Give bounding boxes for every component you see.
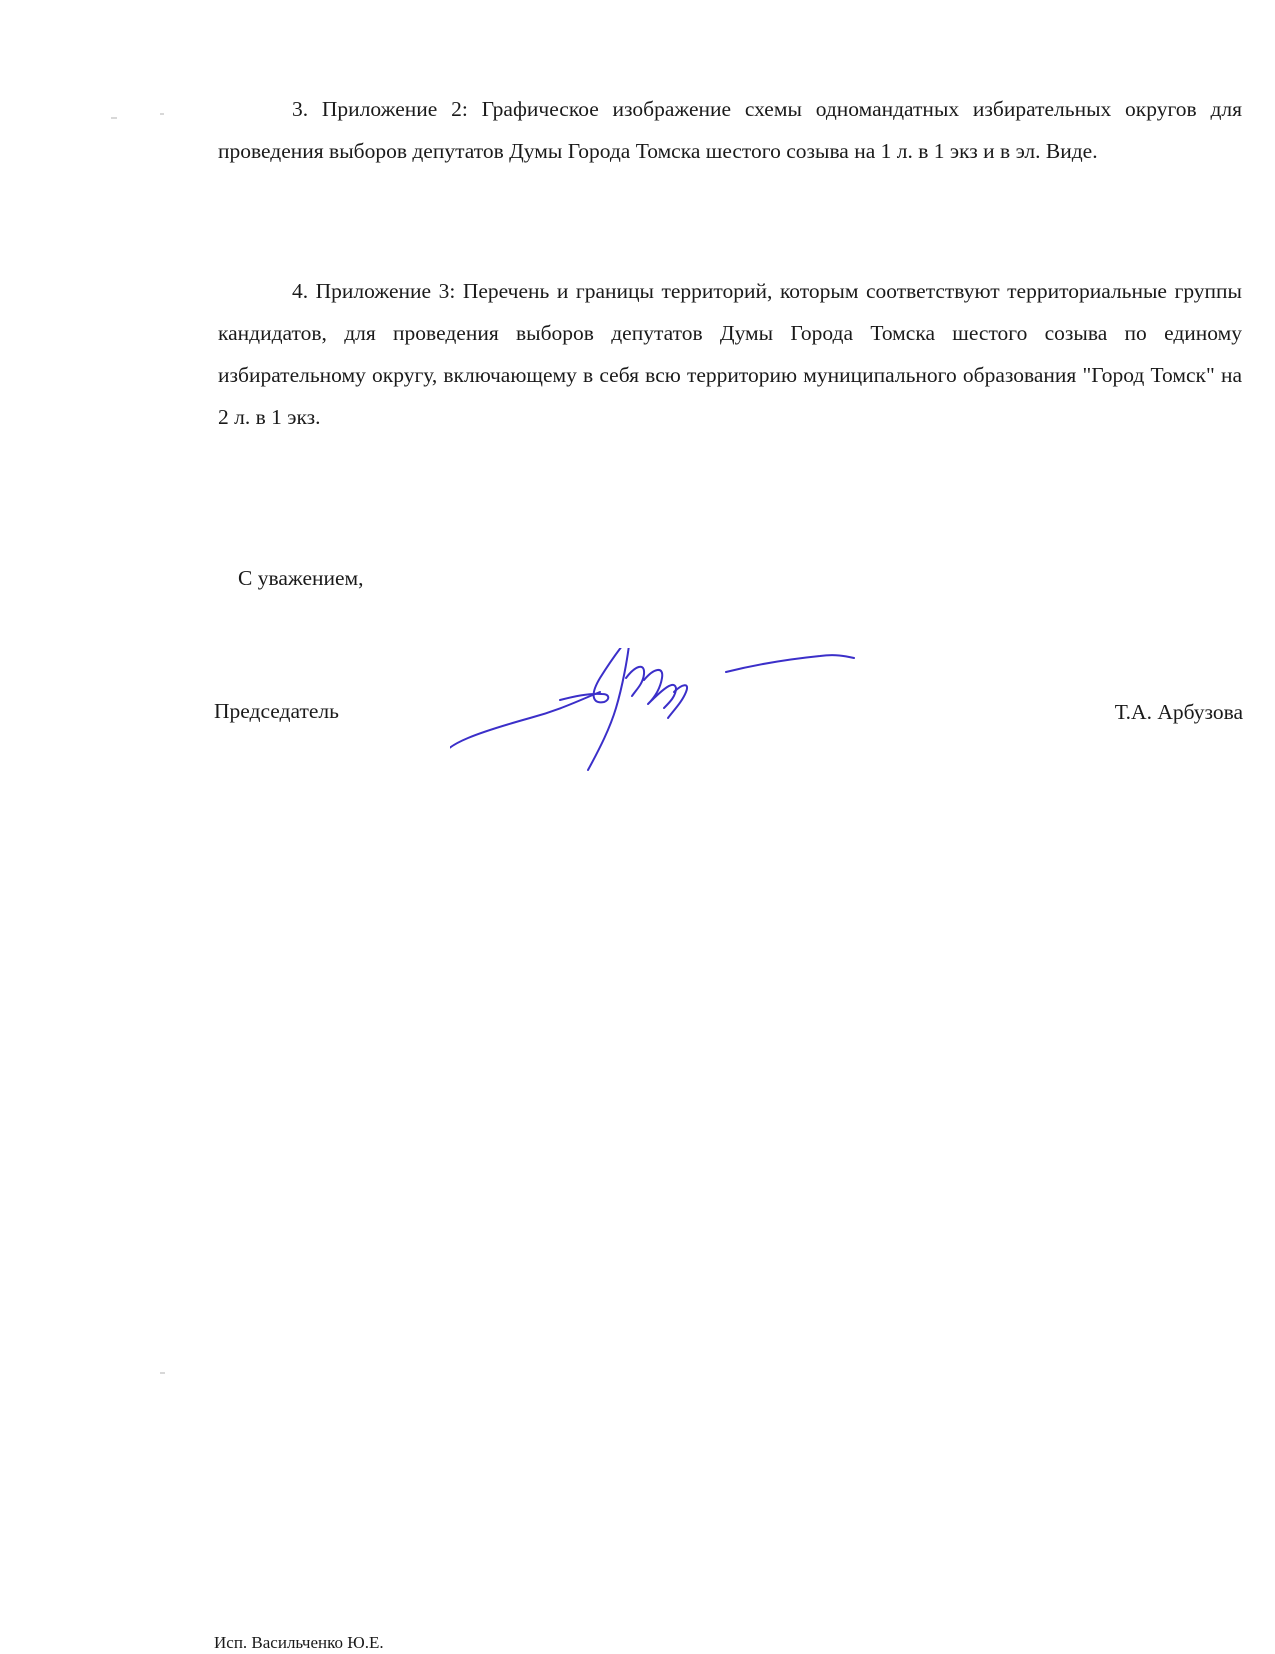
appendix-2-paragraph: 3. Приложение 2: Графическое изображение схемы одномандатных избирательных округов для проведения выборов депутатов Думы Города Томска шестого созыва на 1 л. в 1 экз и в эл. Виде. <box>218 97 1242 163</box>
scan-speck <box>111 117 117 119</box>
scan-speck <box>160 113 164 115</box>
appendix-3-paragraph: 4. Приложение 3: Перечень и границы территорий, которым соответствуют территориальные группы кандидатов, для проведения выборов депутатов Думы Города Томска шестого созыва по единому избирательному округу, включающему в себя всю территорию муниципального образования "Город Томск" на 2 л. в 1 экз. <box>218 279 1242 429</box>
executor-note: Исп. Васильченко Ю.Е. <box>214 1633 384 1652</box>
signatory-name: Т.А. Арбузова <box>1114 700 1243 724</box>
closing-phrase: С уважением, <box>238 566 364 590</box>
signatory-title: Председатель <box>214 699 339 723</box>
handwritten-signature <box>450 648 870 798</box>
scan-speck <box>160 1372 165 1374</box>
